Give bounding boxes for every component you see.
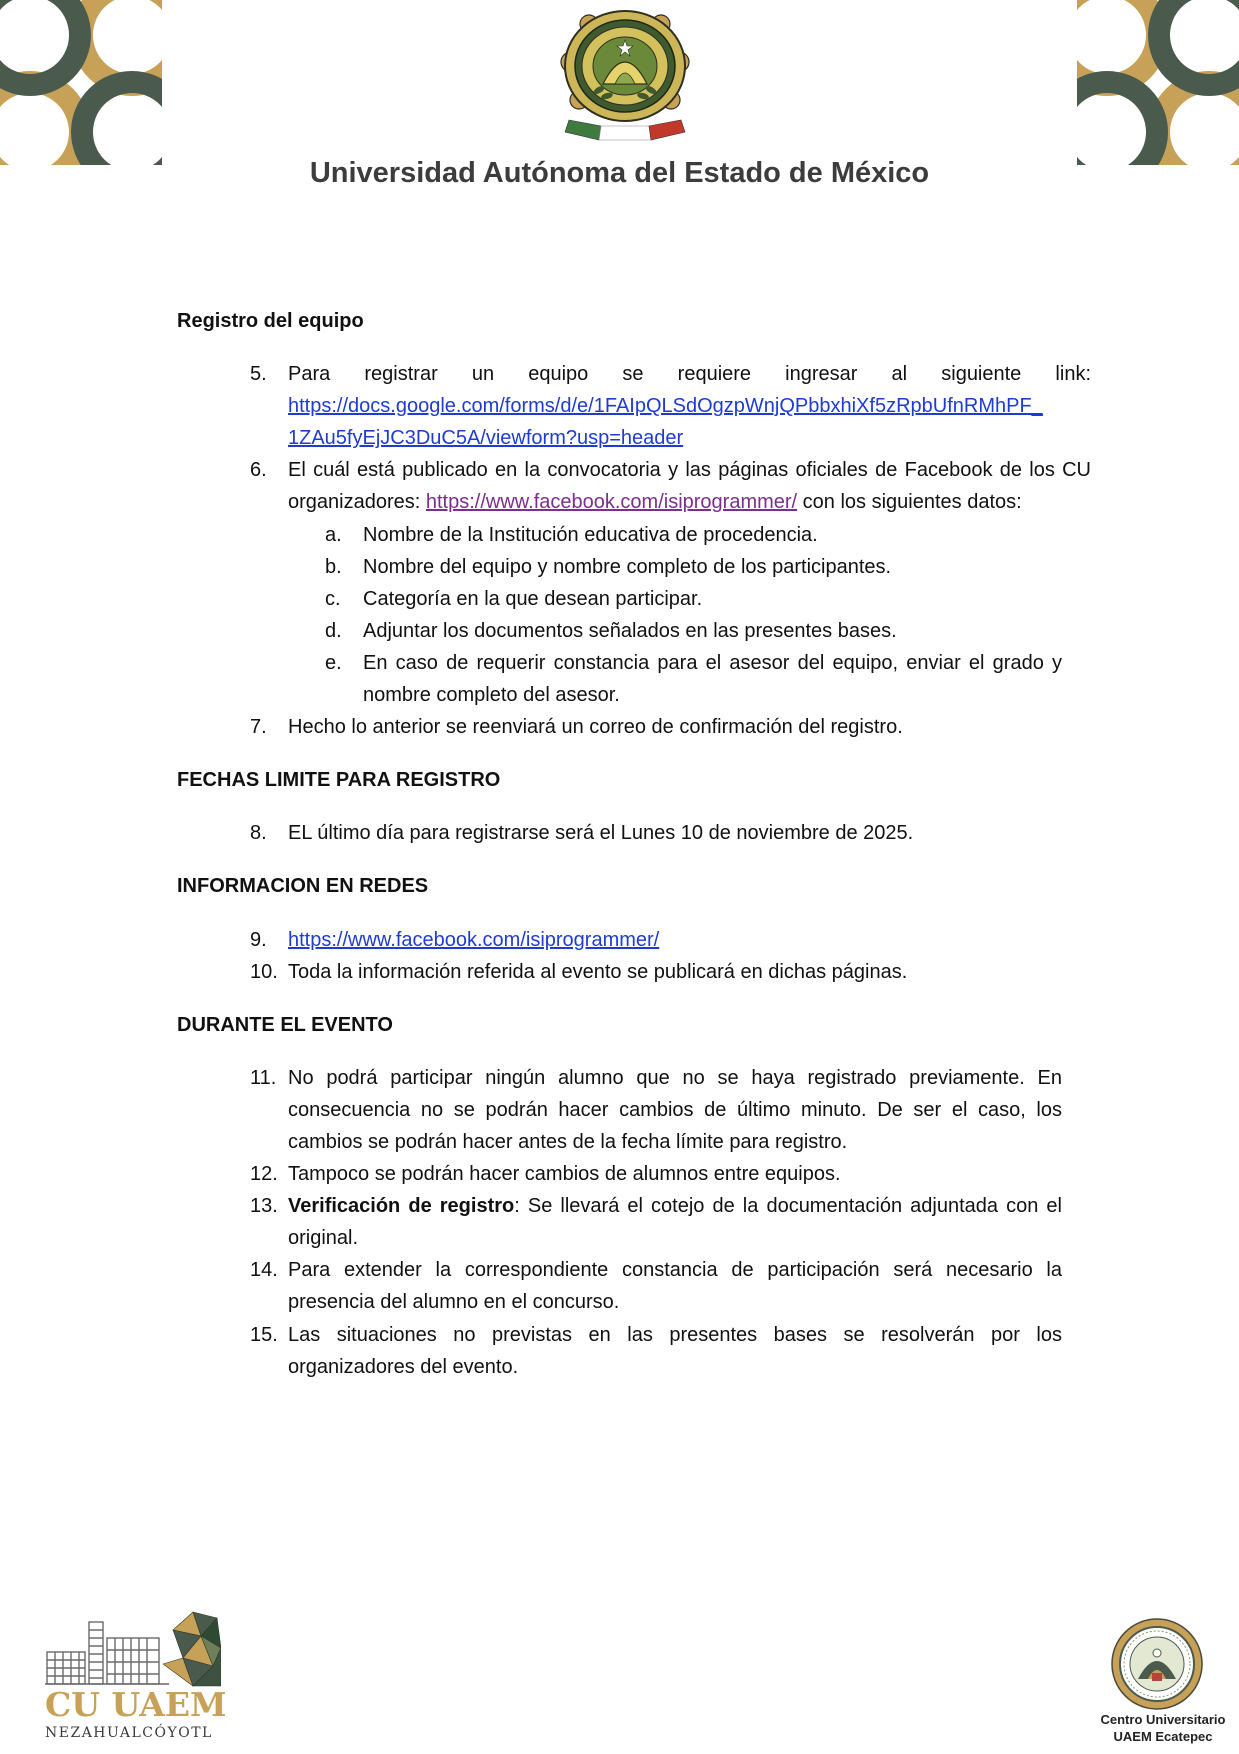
logo-text-line-1: Centro Universitario xyxy=(1100,1712,1226,1727)
section-heading-registro: Registro del equipo xyxy=(177,310,364,332)
item-7-text: Hecho lo anterior se reenviará un correo de confirmación del registro. xyxy=(288,716,903,739)
section-heading-fechas: FECHAS LIMITE PARA REGISTRO xyxy=(177,769,501,792)
item-5-line-1: Para registrar un equipo se requiere ingresar al siguiente link: xyxy=(288,363,1091,386)
item-number: 6. xyxy=(250,459,267,482)
sub-item-letter: c. xyxy=(325,587,341,610)
item-11-line-1: No podrá participar ningún alumno que no se haya registrado previamente. En xyxy=(288,1066,1062,1089)
list-item-6 xyxy=(0,454,1239,518)
item-14-line-2: presencia del alumno en el concurso. xyxy=(288,1291,620,1314)
item-number: 11. xyxy=(250,1066,277,1089)
item-6-text-before-link: organizadores: xyxy=(288,491,426,514)
list-item-7 xyxy=(0,711,1239,743)
google-form-link-line-1 xyxy=(288,390,1091,422)
item-number: 15. xyxy=(250,1323,278,1346)
list-item-14 xyxy=(0,1254,1239,1318)
list-item-13 xyxy=(0,1190,1239,1254)
item-14-line-1: Para extender la correspondiente constancia de participación será necesario la xyxy=(288,1259,1062,1282)
sub-item-e xyxy=(0,647,1239,711)
google-form-link-part-2[interactable]: 1ZAu5fyEjJC3DuC5A/viewform?usp=header xyxy=(288,427,684,450)
item-11-line-3: cambios se podrán hacer antes de la fecha límite para registro. xyxy=(288,1130,848,1153)
university-title: Universidad Autónoma del Estado de México xyxy=(309,157,930,189)
sub-item-text: Nombre del equipo y nombre completo de los participantes. xyxy=(363,555,892,578)
list-item-11 xyxy=(0,1062,1239,1158)
item-number: 9. xyxy=(250,928,267,951)
sub-item-text-line-2: nombre completo del asesor. xyxy=(363,684,620,707)
item-6-line-1: El cuál está publicado en la convocatoria y las páginas oficiales de Facebook de los CU xyxy=(288,459,1091,482)
section-heading-redes: INFORMACION EN REDES xyxy=(177,875,429,898)
section-heading-durante: DURANTE EL EVENTO xyxy=(177,1013,393,1036)
sub-item-text: Nombre de la Institución educativa de procedencia. xyxy=(363,523,818,546)
item-11-line-2: consecuencia no se podrán hacer cambios de último minuto. De ser el caso, los xyxy=(288,1098,1062,1121)
university-seal-logo xyxy=(549,4,701,146)
item-13-line-2: original. xyxy=(288,1227,359,1250)
facebook-link-visited[interactable]: https://www.facebook.com/isiprogrammer/ xyxy=(425,491,798,514)
item-number: 5. xyxy=(250,363,267,386)
section-redes xyxy=(0,870,1239,987)
sub-item-text: Categoría en la que desean participar. xyxy=(363,587,703,610)
cu-uaem-ecatepec-seal xyxy=(1110,1617,1204,1711)
sub-item-b xyxy=(0,551,1239,583)
sub-item-text-line-1: En caso de requerir constancia para el asesor del equipo, enviar el grado y xyxy=(363,651,1062,674)
google-form-link-part-1[interactable]: https://docs.google.com/forms/d/e/1FAIpQLSdOgzpWnjQPbbxhiXf5zRpbUfnRMhPF_ xyxy=(288,395,1043,418)
document-body xyxy=(0,305,1239,1383)
list-item-10 xyxy=(0,956,1239,988)
item-13-line-1 xyxy=(288,1190,1062,1222)
item-8-text: EL último día para registrarse será el Lunes 10 de noviembre de 2025. xyxy=(288,822,914,845)
item-number: 10. xyxy=(250,960,278,983)
item-6-line-2 xyxy=(288,486,1091,518)
item-13-text: : Se llevará el cotejo de la documentación adjuntada con el xyxy=(514,1195,1062,1218)
corner-ornament-right xyxy=(1077,0,1239,165)
facebook-link[interactable]: https://www.facebook.com/isiprogrammer/ xyxy=(288,928,660,951)
corner-ornament-left xyxy=(0,0,162,165)
sub-item-letter: d. xyxy=(325,619,342,642)
list-item-12 xyxy=(0,1158,1239,1190)
item-6-text-after-link: con los siguientes datos: xyxy=(797,491,1022,514)
item-15-line-2: organizadores del evento. xyxy=(288,1355,519,1378)
item-number: 12. xyxy=(250,1163,278,1186)
sub-item-a xyxy=(0,519,1239,551)
sub-item-c xyxy=(0,583,1239,615)
nezahualcoyotl-logo-text: NEZAHUALCÓYOTL xyxy=(45,1725,213,1741)
item-number: 7. xyxy=(250,716,267,739)
section-durante xyxy=(0,1009,1239,1383)
item-12-text: Tampoco se podrán hacer cambios de alumnos entre equipos. xyxy=(288,1163,841,1186)
cu-uaem-nezahualcoyotl-logo-art xyxy=(45,1608,221,1688)
section-fechas xyxy=(0,764,1239,849)
item-15-line-1: Las situaciones no previstas en las presentes bases se resolverán por los xyxy=(288,1323,1062,1346)
google-form-link-line-2 xyxy=(288,422,1091,454)
logo-text-line-2: UAEM Ecatepec xyxy=(1113,1729,1213,1744)
list-item-15 xyxy=(0,1319,1239,1383)
cu-uaem-ecatepec-logo-text xyxy=(1091,1711,1235,1745)
cu-uaem-logo-text: CU UAEM xyxy=(45,1685,227,1724)
item-9-line xyxy=(288,924,1091,956)
list-item-5 xyxy=(0,358,1239,454)
section-registro xyxy=(0,305,1239,743)
item-13-bold-label: Verificación de registro xyxy=(288,1195,515,1218)
list-item-9 xyxy=(0,924,1239,956)
sub-item-letter: b. xyxy=(325,555,342,578)
sub-item-d xyxy=(0,615,1239,647)
item-number: 13. xyxy=(250,1195,278,1218)
sub-item-letter: e. xyxy=(325,651,342,674)
sub-item-letter: a. xyxy=(325,523,342,546)
item-number: 8. xyxy=(250,822,267,845)
item-10-text: Toda la información referida al evento se publicará en dichas páginas. xyxy=(288,960,908,983)
item-number: 14. xyxy=(250,1259,278,1282)
list-item-8 xyxy=(0,817,1239,849)
sub-item-text: Adjuntar los documentos señalados en las presentes bases. xyxy=(363,619,897,642)
